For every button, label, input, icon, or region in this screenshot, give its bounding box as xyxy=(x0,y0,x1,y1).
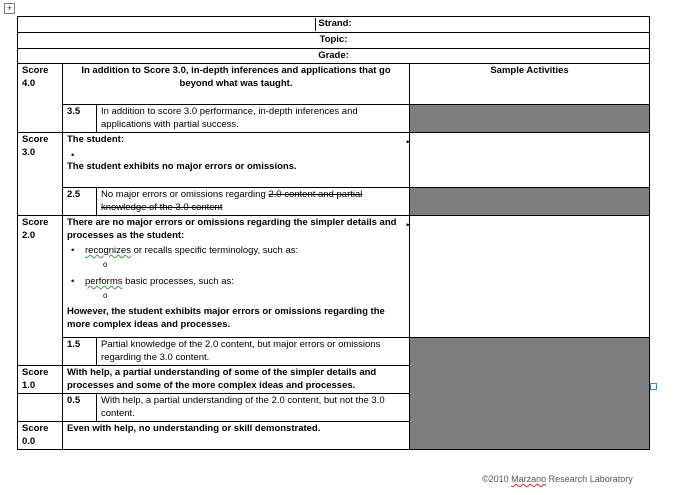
grade-cell[interactable] xyxy=(18,48,650,64)
topic-cell[interactable] xyxy=(18,33,650,49)
table-move-handle-icon[interactable]: + xyxy=(4,3,15,14)
performs-rest: basic processes, such as: xyxy=(122,276,234,287)
score-2-5-text: No major errors or omissions regarding xyxy=(101,189,269,200)
score-3-5-activity-cell xyxy=(410,105,650,133)
score-3-intro: The student: xyxy=(67,134,124,145)
copyright-text: ©2010 xyxy=(482,474,512,484)
sample-activities-header: Sample Activities xyxy=(410,64,650,105)
recognizes-rest: or recalls specific terminology, such as: xyxy=(130,245,299,256)
lower-scores-activity-cell xyxy=(410,338,650,450)
strand-cell[interactable] xyxy=(18,17,650,33)
score-0-description[interactable]: Even with help, no understanding or skill demonstrated. xyxy=(63,422,410,450)
header-row-strand xyxy=(18,17,650,33)
table-resize-handle-icon[interactable] xyxy=(650,383,657,390)
score-3-row xyxy=(18,133,650,188)
score-2-label: Score 2.0 xyxy=(18,216,63,366)
header-row-grade xyxy=(18,48,650,64)
recognizes-sub-list xyxy=(85,259,405,271)
score-4-label: Score 4.0 xyxy=(18,64,63,133)
score-1-label: Score 1.0 xyxy=(18,366,63,394)
score-2-5-activity-cell xyxy=(410,188,650,216)
copyright-footer xyxy=(482,474,633,484)
score-2-5-label: 2.5 xyxy=(63,188,97,216)
score-2-intro: There are no major errors or omissions regarding the simpler details and processes as the student: xyxy=(67,217,397,241)
score-1-5-label: 1.5 xyxy=(63,338,97,366)
score-2-5-struck-text: 2.0 content and partial knowledge of the 3.0 content xyxy=(101,189,363,213)
score-2-item-recognizes[interactable] xyxy=(85,244,405,271)
score-0-label: Score 0.0 xyxy=(18,422,63,450)
recognizes-sub-item[interactable] xyxy=(105,259,405,271)
score-2-bullet-list xyxy=(67,244,405,302)
org-rest: Research Laboratory xyxy=(546,474,633,484)
performs-sub-list xyxy=(85,290,405,302)
score-2-5-row xyxy=(18,188,650,216)
strand-label: Strand: xyxy=(315,18,351,31)
header-row-topic xyxy=(18,33,650,49)
recognizes-word: recognizes xyxy=(85,245,131,256)
score-1-5-row xyxy=(18,338,650,366)
org-word: Marzano xyxy=(511,474,547,484)
score-1-5-description[interactable]: Partial knowledge of the 2.0 content, but major errors or omissions regarding the 3.0 content. xyxy=(97,338,410,366)
score-0-5-description[interactable]: With help, a partial understanding of the 2.0 content, but not the 3.0 content. xyxy=(97,394,410,422)
score-2-closing: However, the student exhibits major errors or omissions regarding the more complex ideas and processes. xyxy=(67,306,385,330)
score-2-row xyxy=(18,216,650,338)
score-2-description[interactable] xyxy=(63,216,410,338)
score-2-item-performs[interactable] xyxy=(85,275,405,302)
performs-word: performs xyxy=(85,276,123,287)
rubric-table xyxy=(17,16,650,450)
score-0-5-empty-cell xyxy=(18,394,63,422)
score-3-label: Score 3.0 xyxy=(18,133,63,216)
score-3-closing: The student exhibits no major errors or omissions. xyxy=(67,160,297,172)
score-3-5-label: 3.5 xyxy=(63,105,97,133)
topic-label: Topic: xyxy=(319,34,348,45)
grade-label: Grade: xyxy=(318,49,349,61)
score-3-description[interactable] xyxy=(63,133,410,188)
score-3-5-description[interactable]: In addition to score 3.0 performance, in-depth inferences and applications with partial success. xyxy=(97,105,410,133)
score-0-5-label: 0.5 xyxy=(63,394,97,422)
score-4-row xyxy=(18,64,650,105)
score-3-activity-cell[interactable] xyxy=(410,133,650,188)
score-4-description[interactable]: In addition to Score 3.0, in-depth inferences and applications that go beyond what was taught. xyxy=(63,64,410,105)
score-2-activity-cell[interactable] xyxy=(410,216,650,338)
performs-sub-item[interactable] xyxy=(105,290,405,302)
score-1-description[interactable]: With help, a partial understanding of some of the simpler details and processes and some of the more complex ideas and processes. xyxy=(63,366,410,394)
score-2-5-description[interactable] xyxy=(97,188,410,216)
score-3-5-row xyxy=(18,105,650,133)
